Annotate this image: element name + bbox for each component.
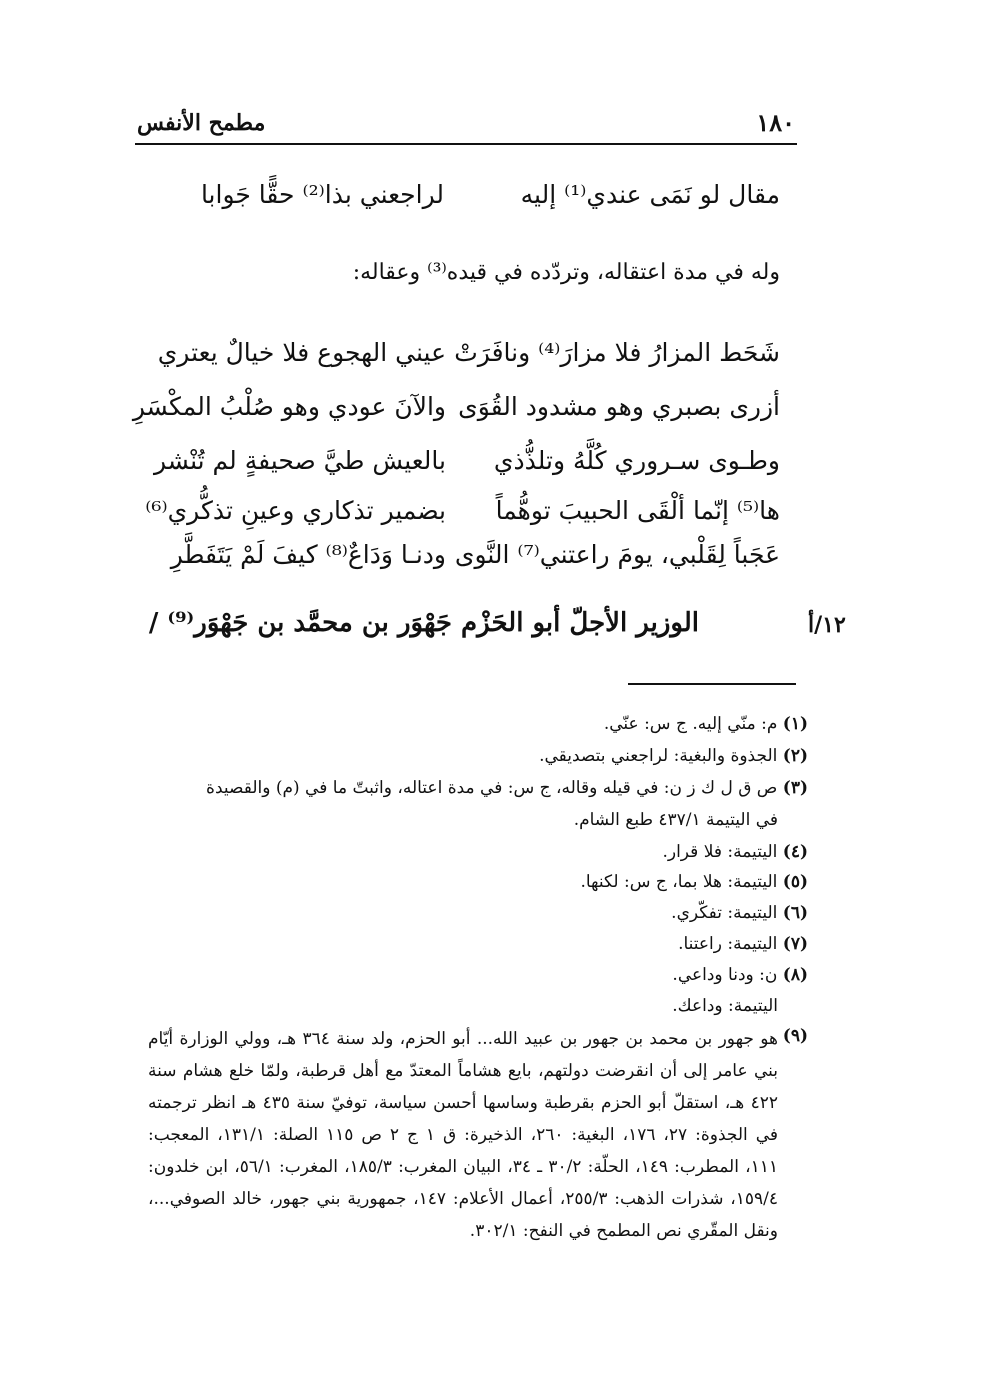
poem-line-5-left: ودنـا وَدَاعٌ⁽⁸⁾ كيفَ لَمْ يَتَفَطَّرِ: [170, 540, 446, 569]
running-title: مطمح الأنفس: [137, 110, 266, 136]
section-heading: الوزير الأجلّ أبو الحَزْم جَهْوَر بن محمَّد بن جَهْوَر⁽⁹⁾ /: [148, 608, 699, 638]
footnote-text: اليتيمة: هلا بما، ج س: لكنها.: [580, 872, 778, 892]
footnote-8-continued: اليتيمة: وداعك.: [672, 996, 778, 1016]
poem-line-2-left: والآنَ عودي وهو صُلْبُ المكْسَرِ: [132, 392, 446, 421]
footnote-text: اليتيمة: راعتنا.: [678, 934, 778, 954]
footnote-number: (٩): [782, 1026, 808, 1046]
margin-folio-reference: ١٢/أ: [808, 612, 846, 638]
footnote-text: اليتيمة: تفكّري.: [671, 903, 778, 923]
poem-line-4-left: بضمير تذكاري وعينِ تذكُّري⁽⁶⁾: [145, 496, 446, 525]
footnote-4: [662, 842, 808, 862]
verse-first-hemistich-right: مقال لو نَمَى عندي⁽¹⁾ إليه: [520, 180, 780, 209]
footnote-number: (٣): [782, 778, 808, 798]
footnote-number: (١): [782, 714, 808, 734]
footnote-3-continued: في اليتيمة ٤٣٧/١ طبع الشام.: [573, 810, 778, 830]
intro-text: وله في مدة اعتقاله، وتردّده في قيده⁽³⁾ وعقاله:: [352, 260, 780, 285]
footnote-text: ص ق ل ك ز ن: في قيله وقاله، ج س: في مدة اعتاله، واثبتّ ما في (م) والقصيدة: [206, 778, 778, 798]
footnote-1: [604, 714, 808, 734]
footnote-text: ن: ودنا وداعي.: [672, 965, 778, 985]
footnote-number: (٦): [782, 903, 808, 923]
footnote-number: (٨): [782, 965, 808, 985]
poem-line-2-right: أزرى بصبري وهو مشدود القُوَى: [458, 392, 780, 421]
footnote-5: [580, 872, 808, 892]
running-header: [135, 108, 797, 144]
poem-line-1-left: عيني الهجوع فلا خيالٌ يعتري: [157, 338, 446, 367]
poem-line-1-right: شَحَط المزارُ فلا مزارَ⁽⁴⁾ ونافَرَتْ: [454, 338, 780, 367]
footnote-3: [206, 778, 808, 798]
footnote-9-number: [783, 1026, 808, 1046]
footnote-text: الجذوة والبغية: لراجعني بتصديقي.: [539, 746, 778, 766]
footnote-rule: [628, 683, 796, 685]
footnote-9-text: هو جهور بن محمد بن جهور بن عبيد الله... أبو الحزم، ولد سنة ٣٦٤ هـ، وولي الوزارة أيّام بني عامر إلى أن انقرضت دولتهم، بايع هشاماً المعتدّ مع أهل قرطبة، ولمّا خلع هشام سنة ٤٢٢ هـ، استقلّ أبو الحزم بقرطبة وساسها أحسن سياسة، توفيّ سنة ٤٣٥ هـ انظر ترجمته في الجذوة: ٢٧، ١٧٦، البغية: ٢٦٠، الذخيرة: ق ١ ج ٢ ص ١١٥ الصلة: ١٣١/١، المعجب: ١١١، المطرب: ١٤٩، الحلّة: ٣٠/٢ ـ ٣٤، البيان المغرب: ١٨٥/٣، المغرب: ٥٦/١، ابن خلدون: ١٥٩/٤، شذرات الذهب: ٢٥٥/٣، أعمال الأعلام: ١٤٧، جمهورية بني جهور، خالد الصوفي...، ونقل المقّري نص المطمح في النفح: ٣٠٢/١.: [148, 1029, 779, 1241]
footnote-number: (٥): [782, 872, 808, 892]
poem-line-5-right: عَجَباً لِقَلْبي، يومَ راعتني⁽⁷⁾ النَّوى: [454, 540, 780, 569]
poem-line-4-right: ها⁽⁵⁾ إنّما ألْقَى الحبيبَ توهُّماً: [495, 496, 780, 525]
footnote-number: (٧): [782, 934, 808, 954]
poem-line-3-left: بالعيش طيَّ صحيفةٍ لم تُنْشر: [153, 446, 446, 475]
footnote-7: [678, 934, 808, 954]
footnote-8: [672, 965, 808, 985]
footnote-number: (٤): [782, 842, 808, 862]
poem-line-3-right: وطـوى سـروري كُلَّهُ وتلذُّذي: [493, 446, 780, 475]
page-number: ١٨٠: [756, 108, 795, 137]
footnote-text: م: منّي إليه. ج س: عنّي.: [603, 714, 778, 734]
verse-first-hemistich-left: لراجعني بذا⁽²⁾ حقًّا جَوابا: [200, 180, 444, 209]
header-rule: [135, 143, 797, 145]
footnote-text: اليتيمة: فلا قرار.: [662, 842, 778, 862]
footnote-6: [671, 903, 808, 923]
footnote-2: [539, 746, 808, 766]
footnote-number: (٢): [782, 746, 808, 766]
